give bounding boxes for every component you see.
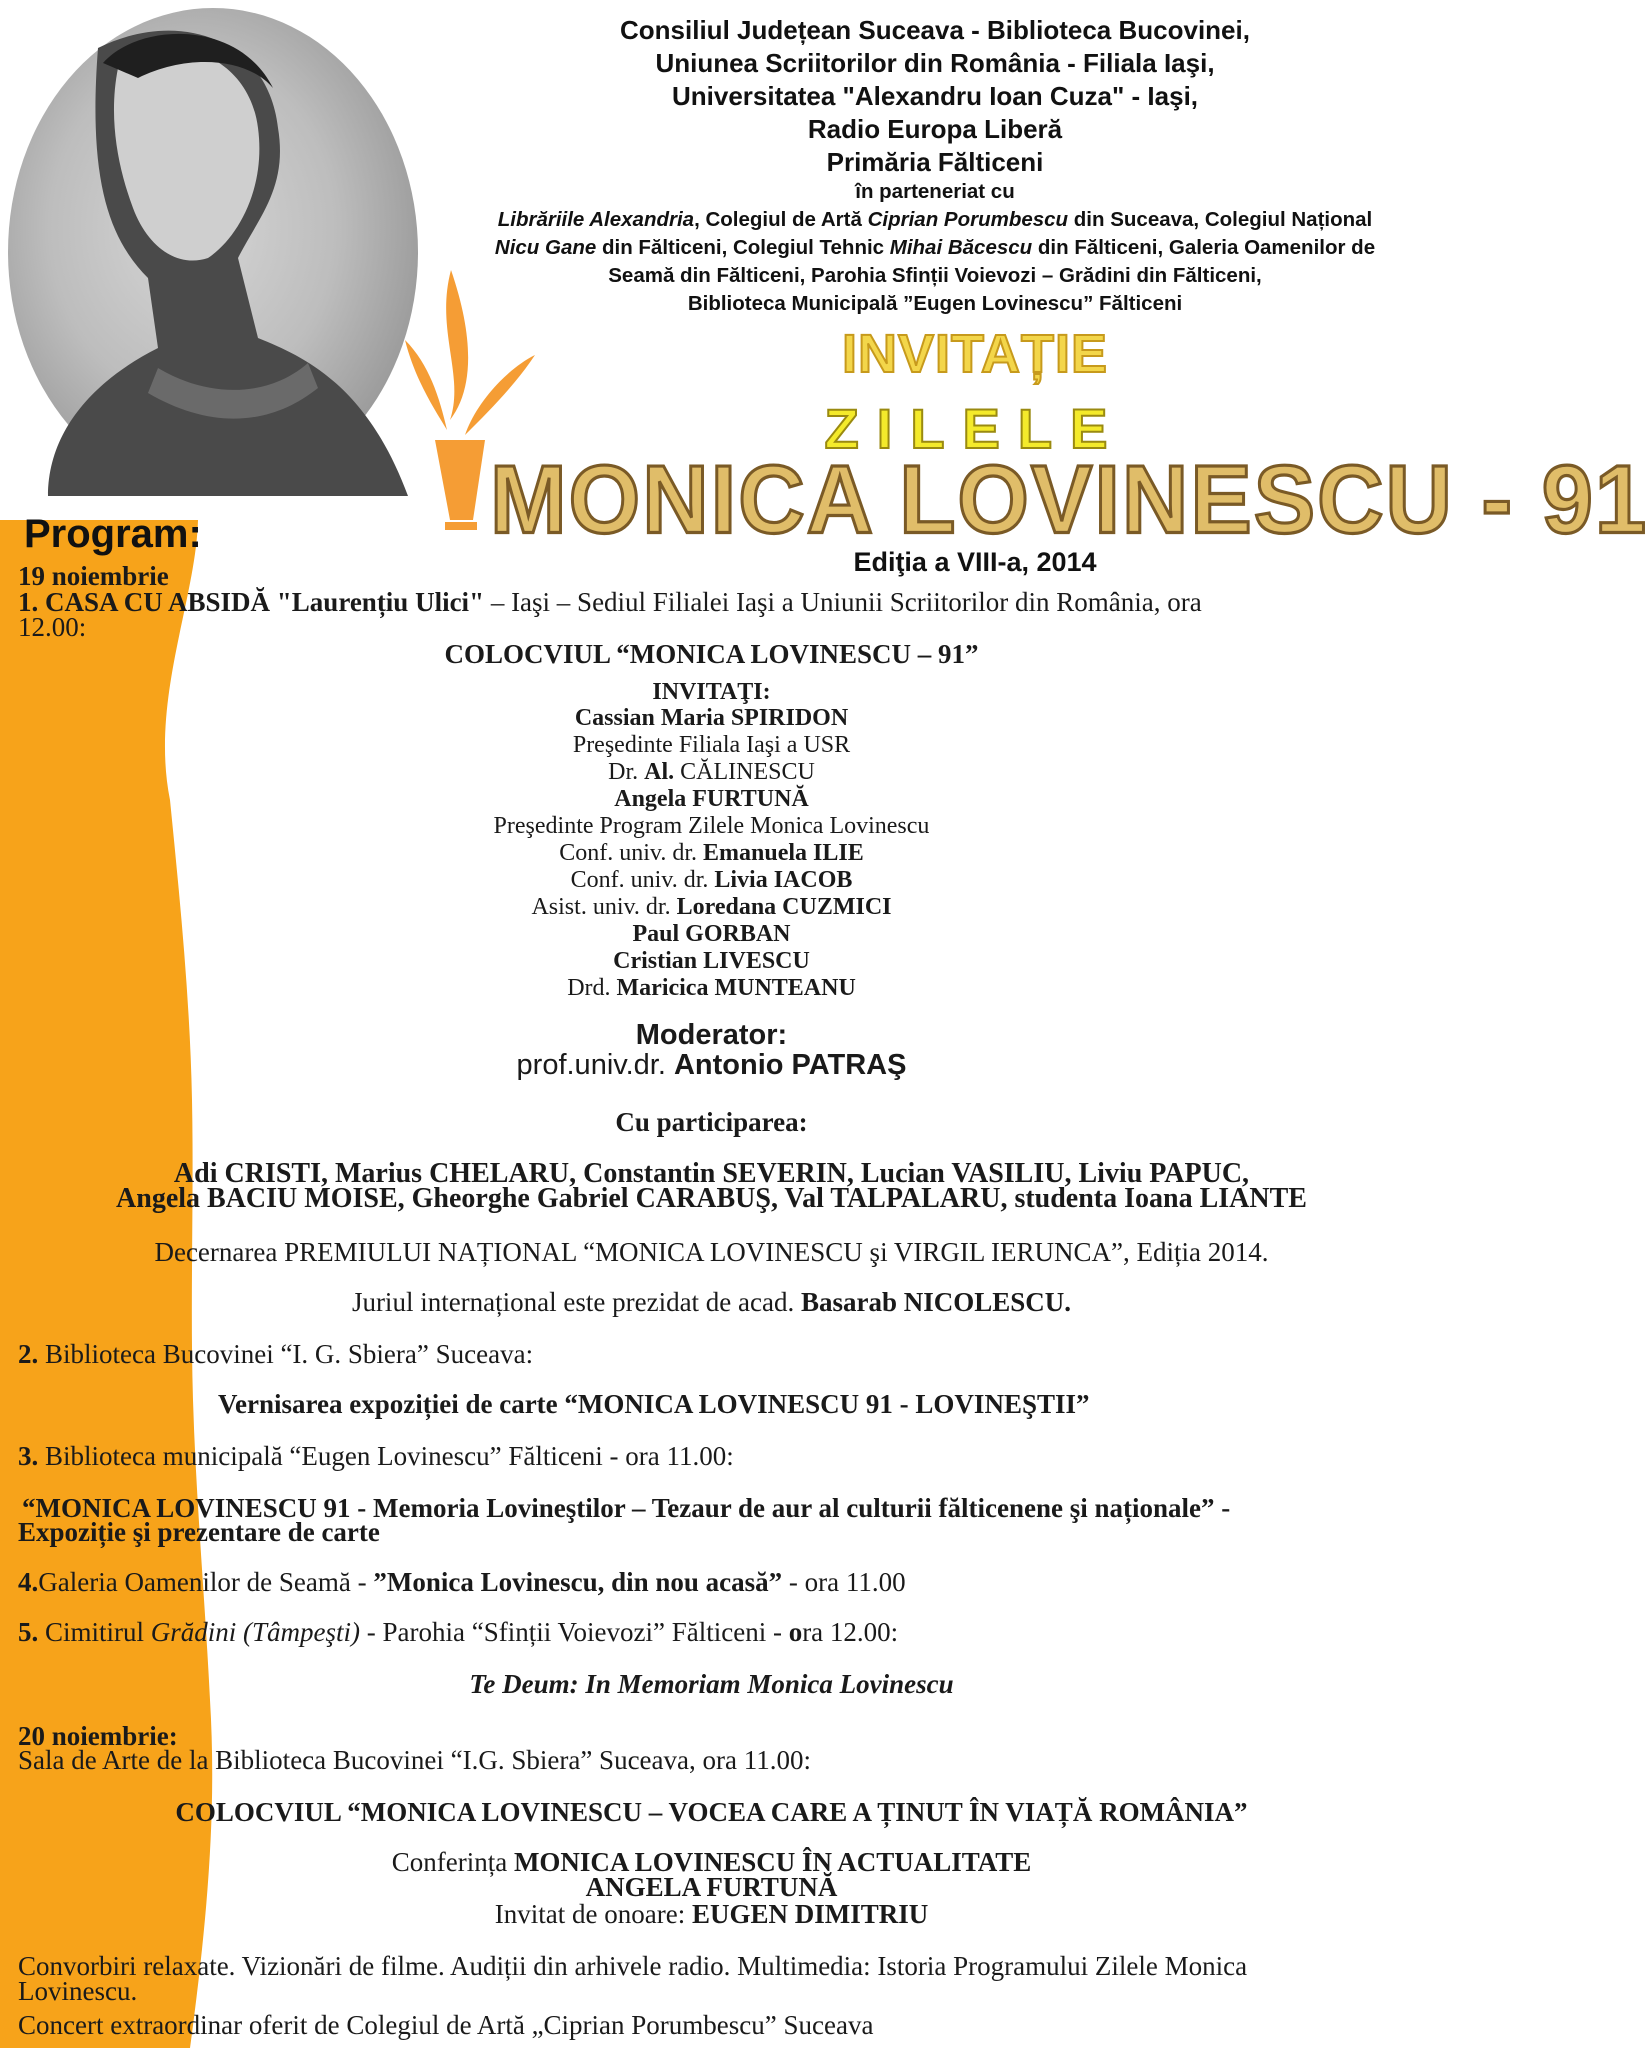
- partner-line-segment: , Colegiul de Artă: [694, 208, 868, 231]
- partner-line-segment: Mihai Băcescu: [889, 236, 1033, 259]
- onoare-label: Invitat de onoare:: [494, 1899, 692, 1929]
- item5-text1: Cimitirul: [38, 1617, 151, 1647]
- invitat-line-segment: Al.: [644, 759, 675, 785]
- invitat-line: [0, 975, 1423, 1002]
- item4-title: ”Monica Lovinescu, din nou acasă”: [373, 1567, 783, 1597]
- organizers-block: [470, 14, 1400, 179]
- partner-line-segment: Biblioteca Municipală ”Eugen Lovinescu” Fălticeni: [687, 292, 1183, 315]
- organizer-line: Radio Europa Liberă: [807, 114, 1063, 144]
- organizer-line: Universitatea "Alexandru Ioan Cuza" - Iaşi,: [671, 81, 1199, 111]
- moderator-line: [0, 1050, 1423, 1080]
- item4-time: - ora 11.00: [782, 1567, 906, 1597]
- final-line1: Convorbiri relaxate. Vizionări de filme. Audiții din arhivele radio. Multimedia: Istoria Programului Zilele Monica: [18, 1951, 1248, 1981]
- partner-line-segment: Ciprian Porumbescu: [867, 208, 1069, 231]
- onoare-name: EUGEN DIMITRIU: [691, 1899, 929, 1929]
- zilele-heading: ZILELE: [824, 397, 1126, 460]
- conferinta-label: Conferința: [391, 1847, 514, 1877]
- invitat-line-segment: Emanuela ILIE: [703, 840, 864, 866]
- organizer-line: Consiliul Județean Suceava - Biblioteca Bucovinei,: [620, 15, 1250, 45]
- organizer-line: Primăria Fălticeni: [826, 147, 1044, 177]
- partner-line-segment: Librăriile Alexandria: [497, 208, 695, 231]
- participanti-line1: Adi CRISTI, Marius CHELARU, Constantin SEVERIN, Lucian VASILIU, Liviu PAPUC,: [173, 1158, 1250, 1189]
- invitat-line-segment: Preşedinte Program Zilele Monica Lovinescu: [493, 813, 930, 839]
- partnership-intro: în parteneriat cu: [855, 180, 1015, 203]
- item2-number: 2.: [18, 1339, 39, 1369]
- invitat-line: [0, 948, 1423, 975]
- item1-time: 12.00:: [18, 612, 87, 642]
- invitat-line-segment: CĂLINESCU: [674, 759, 815, 785]
- item3-title-line2: Expoziție şi prezentare de carte: [18, 1517, 380, 1547]
- partner-line-segment: din Fălticeni, Galeria Oamenilor de: [1032, 236, 1376, 259]
- tedeum-title: Te Deum: In Memoriam Monica Lovinescu: [469, 1669, 954, 1699]
- invitat-line: [0, 867, 1423, 894]
- moderator-title: prof.univ.dr.: [516, 1049, 674, 1081]
- item5-text3: ra 12.00:: [802, 1617, 899, 1647]
- partner-line-segment: Nicu Gane: [494, 236, 597, 259]
- item2-venue: Biblioteca Bucovinei “I. G. Sbiera” Suceava:: [38, 1339, 534, 1369]
- colocviu1-title: COLOCVIUL “MONICA LOVINESCU – 91”: [444, 639, 979, 669]
- day1-date: 19 noiembrie: [18, 561, 169, 591]
- juriu-line: [0, 1288, 1423, 1316]
- invitat-line-segment: Cassian Maria SPIRIDON: [574, 705, 849, 731]
- invitat-line: [0, 813, 1423, 840]
- partner-line-segment: din Fălticeni, Colegiul Tehnic: [596, 236, 890, 259]
- moderator-name: Antonio PATRAŞ: [673, 1049, 907, 1081]
- invitat-line-segment: Dr.: [608, 759, 645, 785]
- participanti-line2: Angela BACIU MOISE, Gheorghe Gabriel CARABUŞ, Val TALPALARU, studenta Ioana LIANTE: [116, 1183, 1307, 1214]
- invitation-heading: INVITAȚIE: [841, 324, 1108, 384]
- invitat-line-segment: Drd.: [567, 975, 617, 1001]
- participare-label: Cu participarea:: [615, 1107, 808, 1137]
- colocviu2-title: COLOCVIUL “MONICA LOVINESCU – VOCEA CARE A ȚINUT ÎN VIAȚĂ ROMÂNIA”: [175, 1797, 1248, 1827]
- final-line3: Concert extraordinar oferit de Colegiul de Artă „Ciprian Porumbescu” Suceava: [18, 2010, 874, 2040]
- partner-line: [470, 206, 1400, 234]
- item4-number: 4.: [18, 1567, 39, 1597]
- onoare-line: [0, 1900, 1423, 1928]
- premiu-text: Decernarea PREMIULUI NAȚIONAL “MONICA LOVINESCU şi VIRGIL IERUNCA”, Ediția 2014.: [154, 1237, 1269, 1267]
- item3-title-line1: “MONICA LOVINESCU 91 - Memoria Lovineştilor – Tezaur de aur al culturii fălticenene şi naționale” -: [22, 1493, 1231, 1523]
- invitat-line: [0, 840, 1423, 867]
- item5-o: o: [788, 1617, 803, 1647]
- invitat-line: [0, 759, 1423, 786]
- invitati-label: INVITAŢI:: [652, 679, 771, 705]
- conferinta-speaker: ANGELA FURTUNĂ: [585, 1872, 838, 1902]
- vernisare-title: Vernisarea expoziției de carte “MONICA LOVINESCU 91 - LOVINEŞTII”: [218, 1389, 1090, 1419]
- partner-line-segment: Seamă din Fălticeni, Parohia Sfinții Voievozi – Grădini din Fălticeni,: [608, 264, 1262, 287]
- item1-details: – Iaşi – Sediul Filialei Iaşi a Uniunii Scriitorilor din România, ora: [484, 587, 1202, 617]
- juriu-text: Juriul internațional este prezidat de acad.: [351, 1287, 801, 1317]
- day2-venue: Sala de Arte de la Biblioteca Bucovinei “I.G. Sbiera” Suceava, ora 11.00:: [18, 1745, 811, 1775]
- portrait-photo: [8, 8, 418, 496]
- conferinta-title: MONICA LOVINESCU ÎN ACTUALITATE: [513, 1847, 1032, 1877]
- item3-line: [18, 1442, 734, 1470]
- main-title: MONICA LOVINESCU - 91: [490, 446, 1648, 554]
- juriu-president: Basarab NICOLESCU.: [801, 1287, 1072, 1317]
- invitat-line: [0, 786, 1423, 813]
- partners-block: [470, 178, 1400, 318]
- partner-line: [470, 262, 1400, 290]
- organizer-line: Uniunea Scriitorilor din România - Filiala Iaşi,: [655, 48, 1215, 78]
- invitat-line-segment: Preşedinte Filiala Iaşi a USR: [572, 732, 851, 758]
- item5-text2: - Parohia “Sfinții Voievozi” Fălticeni -: [360, 1617, 789, 1647]
- item1-venue: 1. CASA CU ABSIDĂ "Laurențiu Ulici": [18, 587, 485, 617]
- item3-number: 3.: [18, 1441, 39, 1471]
- item5-place: Grădini (Tâmpeşti): [150, 1617, 361, 1647]
- moderator-label: Moderator:: [635, 1019, 788, 1051]
- edition-label: Ediţia a VIII-a, 2014: [853, 547, 1097, 577]
- invitat-line-segment: Maricica MUNTEANU: [616, 975, 856, 1001]
- invitat-line-segment: Asist. univ. dr.: [531, 894, 677, 920]
- invitat-line-segment: Conf. univ. dr.: [559, 840, 704, 866]
- invitat-line-segment: Livia IACOB: [714, 867, 853, 893]
- final-line2: Lovinescu.: [18, 1976, 138, 2006]
- invitat-line: [0, 732, 1423, 759]
- partner-line-segment: din Suceava, Colegiul Național: [1068, 208, 1373, 231]
- item5-line: [18, 1618, 898, 1646]
- invitat-line-segment: Paul GORBAN: [632, 921, 791, 947]
- item4-venue: Galeria Oamenilor de Seamă -: [38, 1567, 374, 1597]
- invitat-line-segment: Conf. univ. dr.: [570, 867, 715, 893]
- invitat-line-segment: Angela FURTUNĂ: [614, 786, 809, 812]
- item2-line: [18, 1340, 533, 1368]
- invitat-line-segment: Loredana CUZMICI: [676, 894, 892, 920]
- invitat-line: [0, 921, 1423, 948]
- item4-line: [18, 1568, 906, 1596]
- invitati-list: [0, 705, 1423, 1002]
- partner-line: [470, 290, 1400, 318]
- partner-line: [470, 234, 1400, 262]
- invitat-line-segment: Cristian LIVESCU: [613, 948, 810, 974]
- item3-venue: Biblioteca municipală “Eugen Lovinescu” Fălticeni - ora 11.00:: [38, 1441, 734, 1471]
- item5-number: 5.: [18, 1617, 39, 1647]
- program-heading: Program:: [24, 512, 202, 556]
- day2-date: 20 noiembrie:: [18, 1721, 178, 1751]
- invitat-line: [0, 705, 1423, 732]
- item1-line: [18, 588, 1202, 616]
- invitat-line: [0, 894, 1423, 921]
